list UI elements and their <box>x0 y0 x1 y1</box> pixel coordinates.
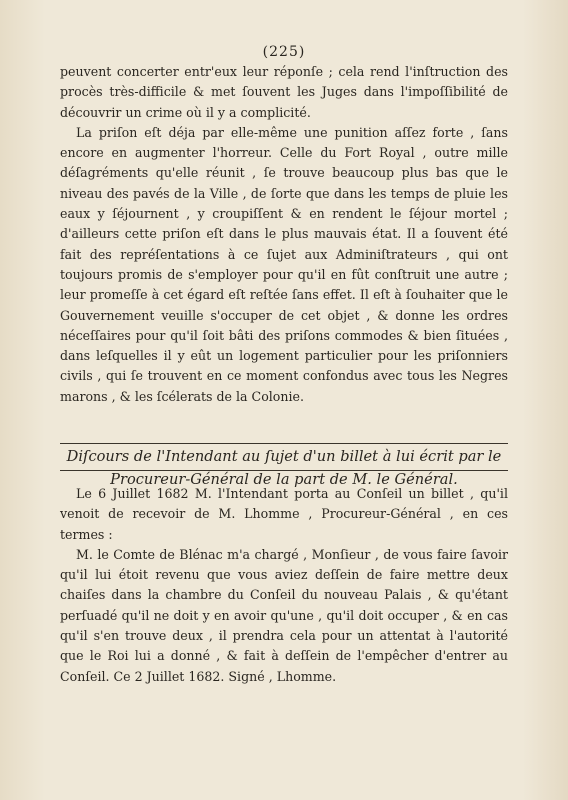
section-heading: Diſcours de l'Intendant au ſujet d'un billet à lui écrit par le Procureur-Général de la part de M. le Général. <box>66 448 502 488</box>
page-number: (225) <box>262 44 306 60</box>
paragraph: La priſon eſt déja par elle-même une punition aſſez forte , ſans encore en augmenter l'horreur. Celle du Fort Royal , outre mille déſagréments qu'elle réunit , ſe trouve beaucoup plus bas que le niveau des pavés de la Ville , de ſorte que dans les temps de pluie les eaux y ſéjournent , y croupiſſent & en rendent le ſéjour mortel ; d'ailleurs cette priſon eſt dans le plus mauvais état. Il a ſouvent été fait des repréſentations à ce ſujet aux Adminiſtrateurs , qui ont toujours promis de s'employer pour qu'il en fût conſtruit une autre ; leur promeſſe à cet égard eſt reſtée ſans effet. Il eſt à ſouhaiter que le Gouvernement veuille s'occuper de cet objet , & donne les ordres néceſſaires pour qu'il ſoit bâti des priſons commodes & bien ſituées , dans leſquelles il y eût un logement particulier pour les priſonniers civils , qui ſe trouvent en ce moment confondus avec tous les Negres marons , & les ſcélerats de la Colonie. <box>60 124 508 404</box>
heading-rule-bottom <box>60 470 508 471</box>
body-text-block <box>60 62 508 407</box>
body-text-block <box>60 484 508 687</box>
heading-rule-top <box>60 443 508 444</box>
paragraph: peuvent concerter entr'eux leur réponſe ; cela rend l'inſtruction des procès très-difficile & met ſouvent les Juges dans l'impoſſibilité de découvrir un crime où il y a complicité. <box>60 64 508 120</box>
paragraph: Le 6 Juillet 1682 M. l'Intendant porta au Conſeil un billet , qu'il venoit de recevoir de M. Lhomme , Procureur-Général , en ces termes : <box>60 486 508 542</box>
paragraph: M. le Comte de Blénac m'a chargé , Monſieur , de vous faire ſavoir qu'il lui étoit revenu que vous aviez deſſein de faire mettre deux chaiſes dans la chambre du Conſeil du nouveau Palais , & qu'étant perſuadé qu'il ne doit y en avoir qu'une , qu'il doit occuper , & en cas qu'il s'en trouve deux , il prendra cela pour un attentat à l'autorité que le Roi lui a donné , & fait à deſſein de l'empêcher d'entrer au Conſeil. Ce 2 Juillet 1682. Signé , Lhomme. <box>60 546 508 684</box>
